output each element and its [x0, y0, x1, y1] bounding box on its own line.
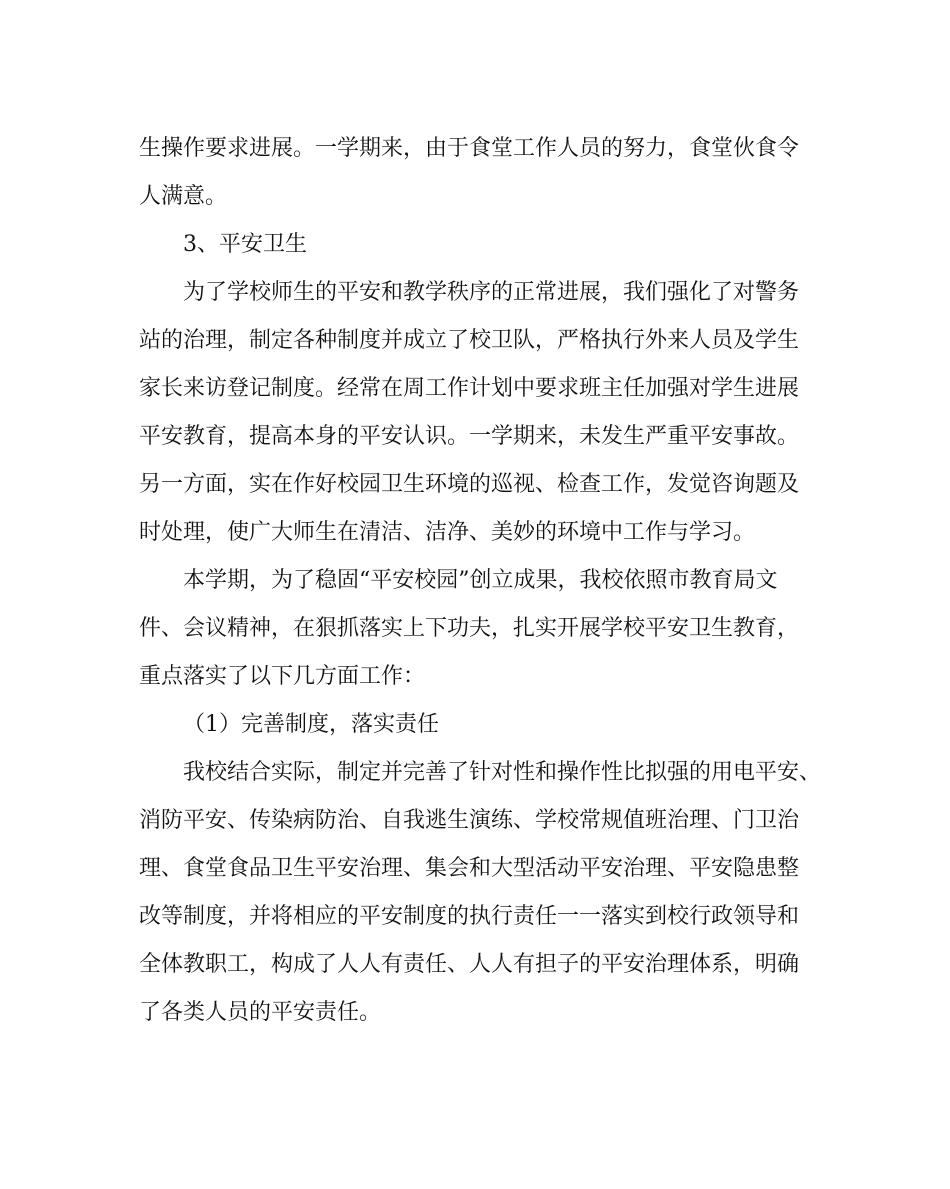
- paragraph-line: 站的治理，制定各种制度并成立了校卫队，严格执行外来人员及学生: [139, 328, 800, 353]
- paragraph-line: 另一方面，实在作好校园卫生环境的巡视、检查工作，发觉咨询题及: [139, 472, 800, 497]
- paragraph-line: 为了学校师生的平安和教学秩序的正常进展，我们强化了对警务: [183, 280, 800, 305]
- paragraph-line: 平安教育，提高本身的平安认识。一学期来，未发生严重平安事故。: [139, 424, 800, 449]
- subsection-heading: （1）完善制度，落实责任: [183, 712, 439, 737]
- paragraph-line: 人满意。: [139, 184, 228, 209]
- paragraph-line: 生操作要求进展。一学期来，由于食堂工作人员的努力，食堂伙食令: [139, 136, 800, 161]
- document-body: [139, 125, 822, 1037]
- paragraph-line: 全体教职工，构成了人人有责任、人人有担子的平安治理体系，明确: [139, 952, 800, 977]
- section-heading: 3、平安卫生: [183, 232, 307, 257]
- paragraph-line: 改等制度，并将相应的平安制度的执行责任一一落实到校行政领导和: [139, 904, 800, 929]
- paragraph-line: 时处理，使广大师生在清洁、洁净、美妙的环境中工作与学习。: [139, 520, 756, 545]
- paragraph-line: 理、食堂食品卫生平安治理、集会和大型活动平安治理、平安隐患整: [139, 856, 800, 881]
- paragraph-line: 重点落实了以下几方面工作：: [139, 664, 426, 689]
- paragraph-line: 本学期，为了稳固“平安校园”创立成果，我校依照市教育局文: [183, 568, 778, 593]
- paragraph-line: 我校结合实际，制定并完善了针对性和操作性比拟强的用电平安、: [183, 760, 822, 785]
- paragraph-line: 家长来访登记制度。经常在周工作计划中要求班主任加强对学生进展: [139, 376, 800, 401]
- paragraph-line: 件、会议精神，在狠抓落实上下功夫，扎实开展学校平安卫生教育，: [139, 616, 800, 641]
- paragraph-line: 了各类人员的平安责任。: [139, 1000, 382, 1025]
- paragraph-line: 消防平安、传染病防治、自我逃生演练、学校常规值班治理、门卫治: [139, 808, 800, 833]
